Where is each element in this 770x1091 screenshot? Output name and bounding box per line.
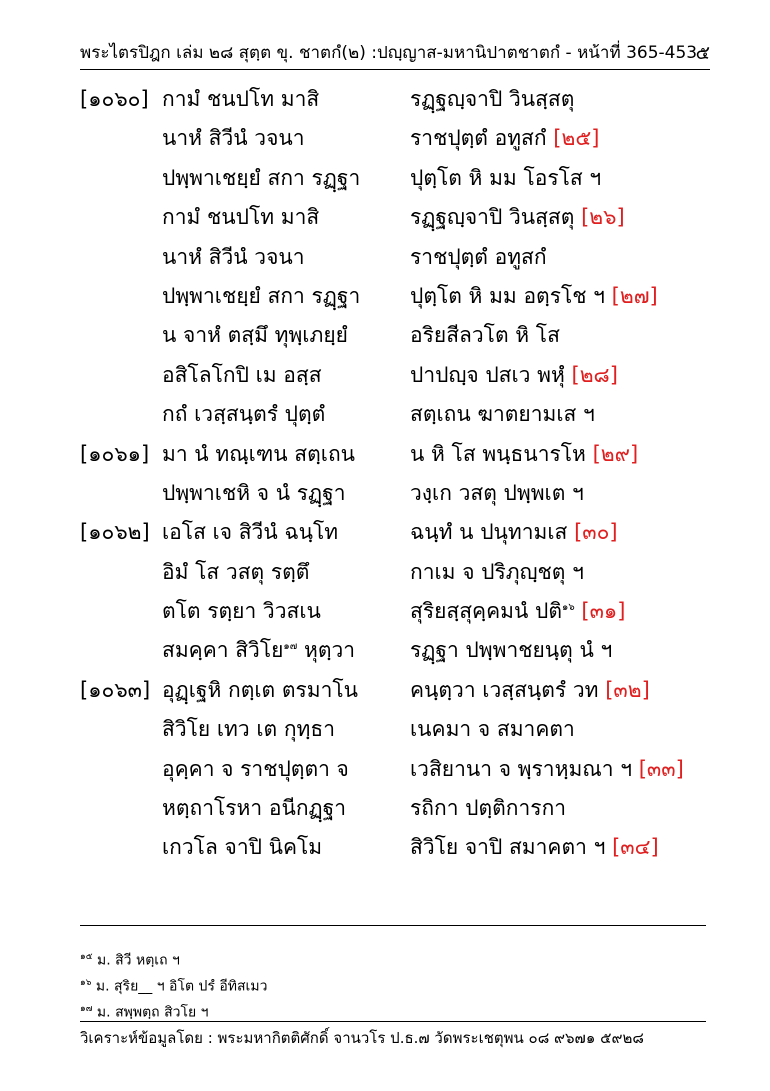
footer-rule [80, 1021, 706, 1022]
verse-right-text: สิวิโย จาปิ สมาคตา ฯ [410, 835, 606, 860]
verse-left-text: อุคฺคา จ ราชปุตฺตา จ [162, 756, 349, 781]
verse-left-line [162, 198, 319, 237]
verse-right-text: รฏฺฐา ปพฺพาชยนฺตุ นํ ฯ [410, 638, 613, 663]
footnote-text: ม. สุริย__ ฯ อิโต ปรํ อีทิสเมว [91, 978, 268, 995]
verse-left-line [162, 671, 358, 710]
verse-left-text: กามํ ชนปโท มาสิ [162, 87, 320, 111]
verse-row [80, 828, 710, 867]
verse-right-line [410, 710, 575, 749]
verse-row [80, 553, 710, 592]
verse-right-line [410, 513, 618, 552]
verse-right-line [410, 592, 625, 631]
verse-left-line [162, 750, 349, 789]
footnote-text: ม. สพฺพตฺถ สิวโย ฯ [92, 1004, 209, 1021]
footnote-number: ๑๖ [80, 978, 92, 988]
verse-left-text: สิวิโย เทว เต กุทฺธา [162, 717, 336, 742]
footnote-number: ๑๕ [80, 952, 93, 962]
verse-left-text: ปพฺพาเชหิ จ นํ รฏฺฐา [162, 480, 346, 505]
verse-left-line [162, 789, 346, 828]
verse-right-line [410, 159, 601, 198]
verse-right-line [410, 198, 625, 237]
verse-row [80, 750, 710, 789]
verse-row [80, 277, 710, 316]
verse-right-line [410, 553, 584, 592]
verse-left-text: เกวโล จาปิ นิคโม [162, 835, 323, 860]
verse-left-text: ปพฺพาเชยฺยํ สกา รฏฺฐา [162, 283, 361, 308]
verse-row [80, 198, 710, 237]
verse-right-line [410, 435, 638, 474]
verse-row [80, 159, 710, 198]
verse-left-line [162, 474, 346, 513]
page-number: ๕ [695, 42, 710, 64]
verse-right-line [410, 828, 659, 867]
verse-left-text: นาหํ สิวีนํ วจนา [162, 244, 305, 269]
verse-left-text: ปพฺพาเชยฺยํ สกา รฏฺฐา [162, 165, 361, 190]
verse-right-text: อริยสีลวโต หิ โส [410, 323, 560, 348]
footnote [80, 996, 706, 1022]
verse-right-line [410, 789, 566, 828]
verse-row [80, 474, 710, 513]
verse-right-line [410, 474, 584, 513]
verse-left-text: อสิโลโกปิ เม อสฺส [162, 362, 322, 387]
verse-left-line [162, 159, 360, 198]
verse-row [80, 789, 710, 828]
verse-number: [๑๐๖๐] [80, 87, 149, 111]
verse-left-text: อุฏฺเฐหิ กตฺเต ตรมาโน [162, 677, 359, 702]
verse-right-line [410, 80, 574, 119]
footnote-rule [80, 925, 706, 926]
verse-right-text: เนคมา จ สมาคตา [410, 717, 575, 742]
verse-left-text: มา นํ ทณฺเฑน สตฺเถน [162, 441, 356, 466]
verse-reference: [๓๓] [638, 756, 684, 781]
verse-left-line [162, 80, 319, 119]
verse-right-line [410, 277, 658, 316]
verse-right-text: วงฺเก วสตุ ปพฺพเต ฯ [410, 480, 584, 505]
verse-reference: [๓๔] [612, 835, 659, 860]
verse-left-text: เอโส เจ สิวีนํ ฉนฺโท [162, 520, 339, 545]
verse-left-line [162, 277, 360, 316]
verse-right-text: คนฺตฺวา เวสฺสนฺตรํ วท [410, 677, 599, 702]
verse-left-line [162, 631, 355, 670]
footnote [80, 944, 706, 970]
verse-left-text: น จาหํ ตสฺมึ ทุพฺเภยฺยํ [162, 323, 348, 348]
verse-left-line [162, 119, 305, 158]
verse-left-line [162, 316, 348, 355]
verse-row [80, 710, 710, 749]
verse-right-text: ปุตฺโต หิ มม อตฺรโช ฯ [410, 283, 605, 308]
verse-left-line [162, 395, 325, 434]
verse-right-text: ราชปุตฺตํ อทูสกํ [410, 126, 547, 151]
footnote-text: ม. สิวี หตฺเถ ฯ [92, 952, 180, 969]
header-title: พระไตรปิฎก เล่ม ๒๘ สุตฺต ขุ. ชาตกํ(๒) :ปญฺญาส-มหานิปาตชาตกํ - หน้าที่ 365-453 [80, 43, 698, 63]
verse-number: [๑๐๖๓] [80, 677, 151, 702]
page-footer: วิเคราะห์ข้อมูลโดย : พระมหากิตติศักดิ์ จานวโร ป.ธ.๗ วัดพระเชตุพน ๐๘ ๙๖๗๑ ๕๙๒๘ [80, 1029, 644, 1047]
verse-list [80, 80, 710, 868]
footnote [80, 970, 706, 996]
verse-right-line [410, 631, 612, 670]
verse-right-text: รฏฺฐญฺจาปิ วินสฺสตุ [410, 87, 575, 111]
verse-right-text: รฏฺฐญฺจาปิ วินสฺสตุ [410, 205, 575, 230]
verse-right-line [410, 671, 650, 710]
verse-right-text: สุริยสฺสุคฺคมนํ ปติ [410, 599, 562, 624]
verse-row [80, 356, 710, 395]
verse-row [80, 592, 710, 631]
verse-row [80, 316, 710, 355]
verse-number: [๑๐๖๒] [80, 520, 150, 545]
verse-number: [๑๐๖๑] [80, 441, 150, 466]
verse-right-text: ฉนฺทํ น ปนุทามเส [410, 520, 568, 545]
verse-row [80, 671, 710, 710]
verse-right-line [410, 750, 684, 789]
verse-row [80, 435, 710, 474]
verse-reference: [๒๙] [592, 441, 639, 466]
verse-left-line [162, 513, 338, 552]
verse-left-line [162, 592, 321, 631]
verse-left-line [162, 553, 309, 592]
verse-row [80, 238, 710, 277]
verse-reference: [๒๖] [581, 205, 625, 230]
verse-left-text: อิมํ โส วสตุ รตฺตึ [162, 559, 310, 584]
verse-left-line [162, 435, 355, 474]
verse-reference: [๓๒] [605, 677, 650, 702]
verse-left-line [162, 238, 305, 277]
verse-right-line [410, 316, 560, 355]
verse-right-line [410, 356, 618, 395]
verse-right-text: ราชปุตฺตํ อทูสกํ [410, 244, 547, 269]
header-rule [80, 69, 710, 70]
verse-left-line [162, 710, 335, 749]
verse-left-text: สมคฺคา สิวิโย [162, 638, 284, 663]
verse-right-text: รถิกา ปตฺติการกา [410, 796, 567, 821]
verse-reference: [๒๘] [571, 362, 618, 387]
verse-reference: [๓๐] [574, 520, 618, 545]
verse-left-line [162, 828, 322, 867]
verse-right-line [410, 119, 599, 158]
verse-right-text: ปุตฺโต หิ มม โอรโส ฯ [410, 165, 602, 190]
footnote-marker: ๑๖ [561, 602, 575, 614]
verse-left-tail: หุตฺวา [297, 638, 356, 663]
verse-right-text: เวสิยานา จ พฺราหฺมณา ฯ [410, 756, 633, 781]
verse-left-text: หตฺถาโรหา อนีกฏฺฐา [162, 796, 347, 821]
verse-left-line [162, 356, 322, 395]
verse-row [80, 395, 710, 434]
footnote-marker: ๑๗ [283, 641, 298, 653]
verse-row [80, 631, 710, 670]
footnote-list [80, 944, 706, 1022]
verse-left-text: นาหํ สิวีนํ วจนา [162, 126, 305, 151]
verse-right-text: สตฺเถน ฆาตยามเส ฯ [410, 402, 595, 427]
page-header [80, 38, 710, 68]
verse-right-line [410, 395, 595, 434]
verse-reference: [๓๑] [581, 599, 626, 624]
verse-right-text: น หิ โส พนฺธนารโห [410, 441, 586, 466]
verse-left-text: กามํ ชนปโท มาสิ [162, 205, 320, 230]
verse-left-text: ตโต รตฺยา วิวสเน [162, 599, 321, 624]
verse-row [80, 80, 710, 119]
verse-reference: [๒๗] [611, 283, 658, 308]
verse-row [80, 513, 710, 552]
verse-row [80, 119, 710, 158]
verse-right-text: ปาปญฺจ ปสเว พหุํ [410, 362, 565, 387]
verse-left-text: กถํ เวสฺสนฺตรํ ปุตฺตํ [162, 402, 326, 427]
footnote-number: ๑๗ [80, 1004, 93, 1014]
verse-right-line [410, 238, 547, 277]
verse-right-text: กาเม จ ปริภุญฺชตุ ฯ [410, 559, 584, 584]
verse-reference: [๒๕] [553, 126, 600, 151]
